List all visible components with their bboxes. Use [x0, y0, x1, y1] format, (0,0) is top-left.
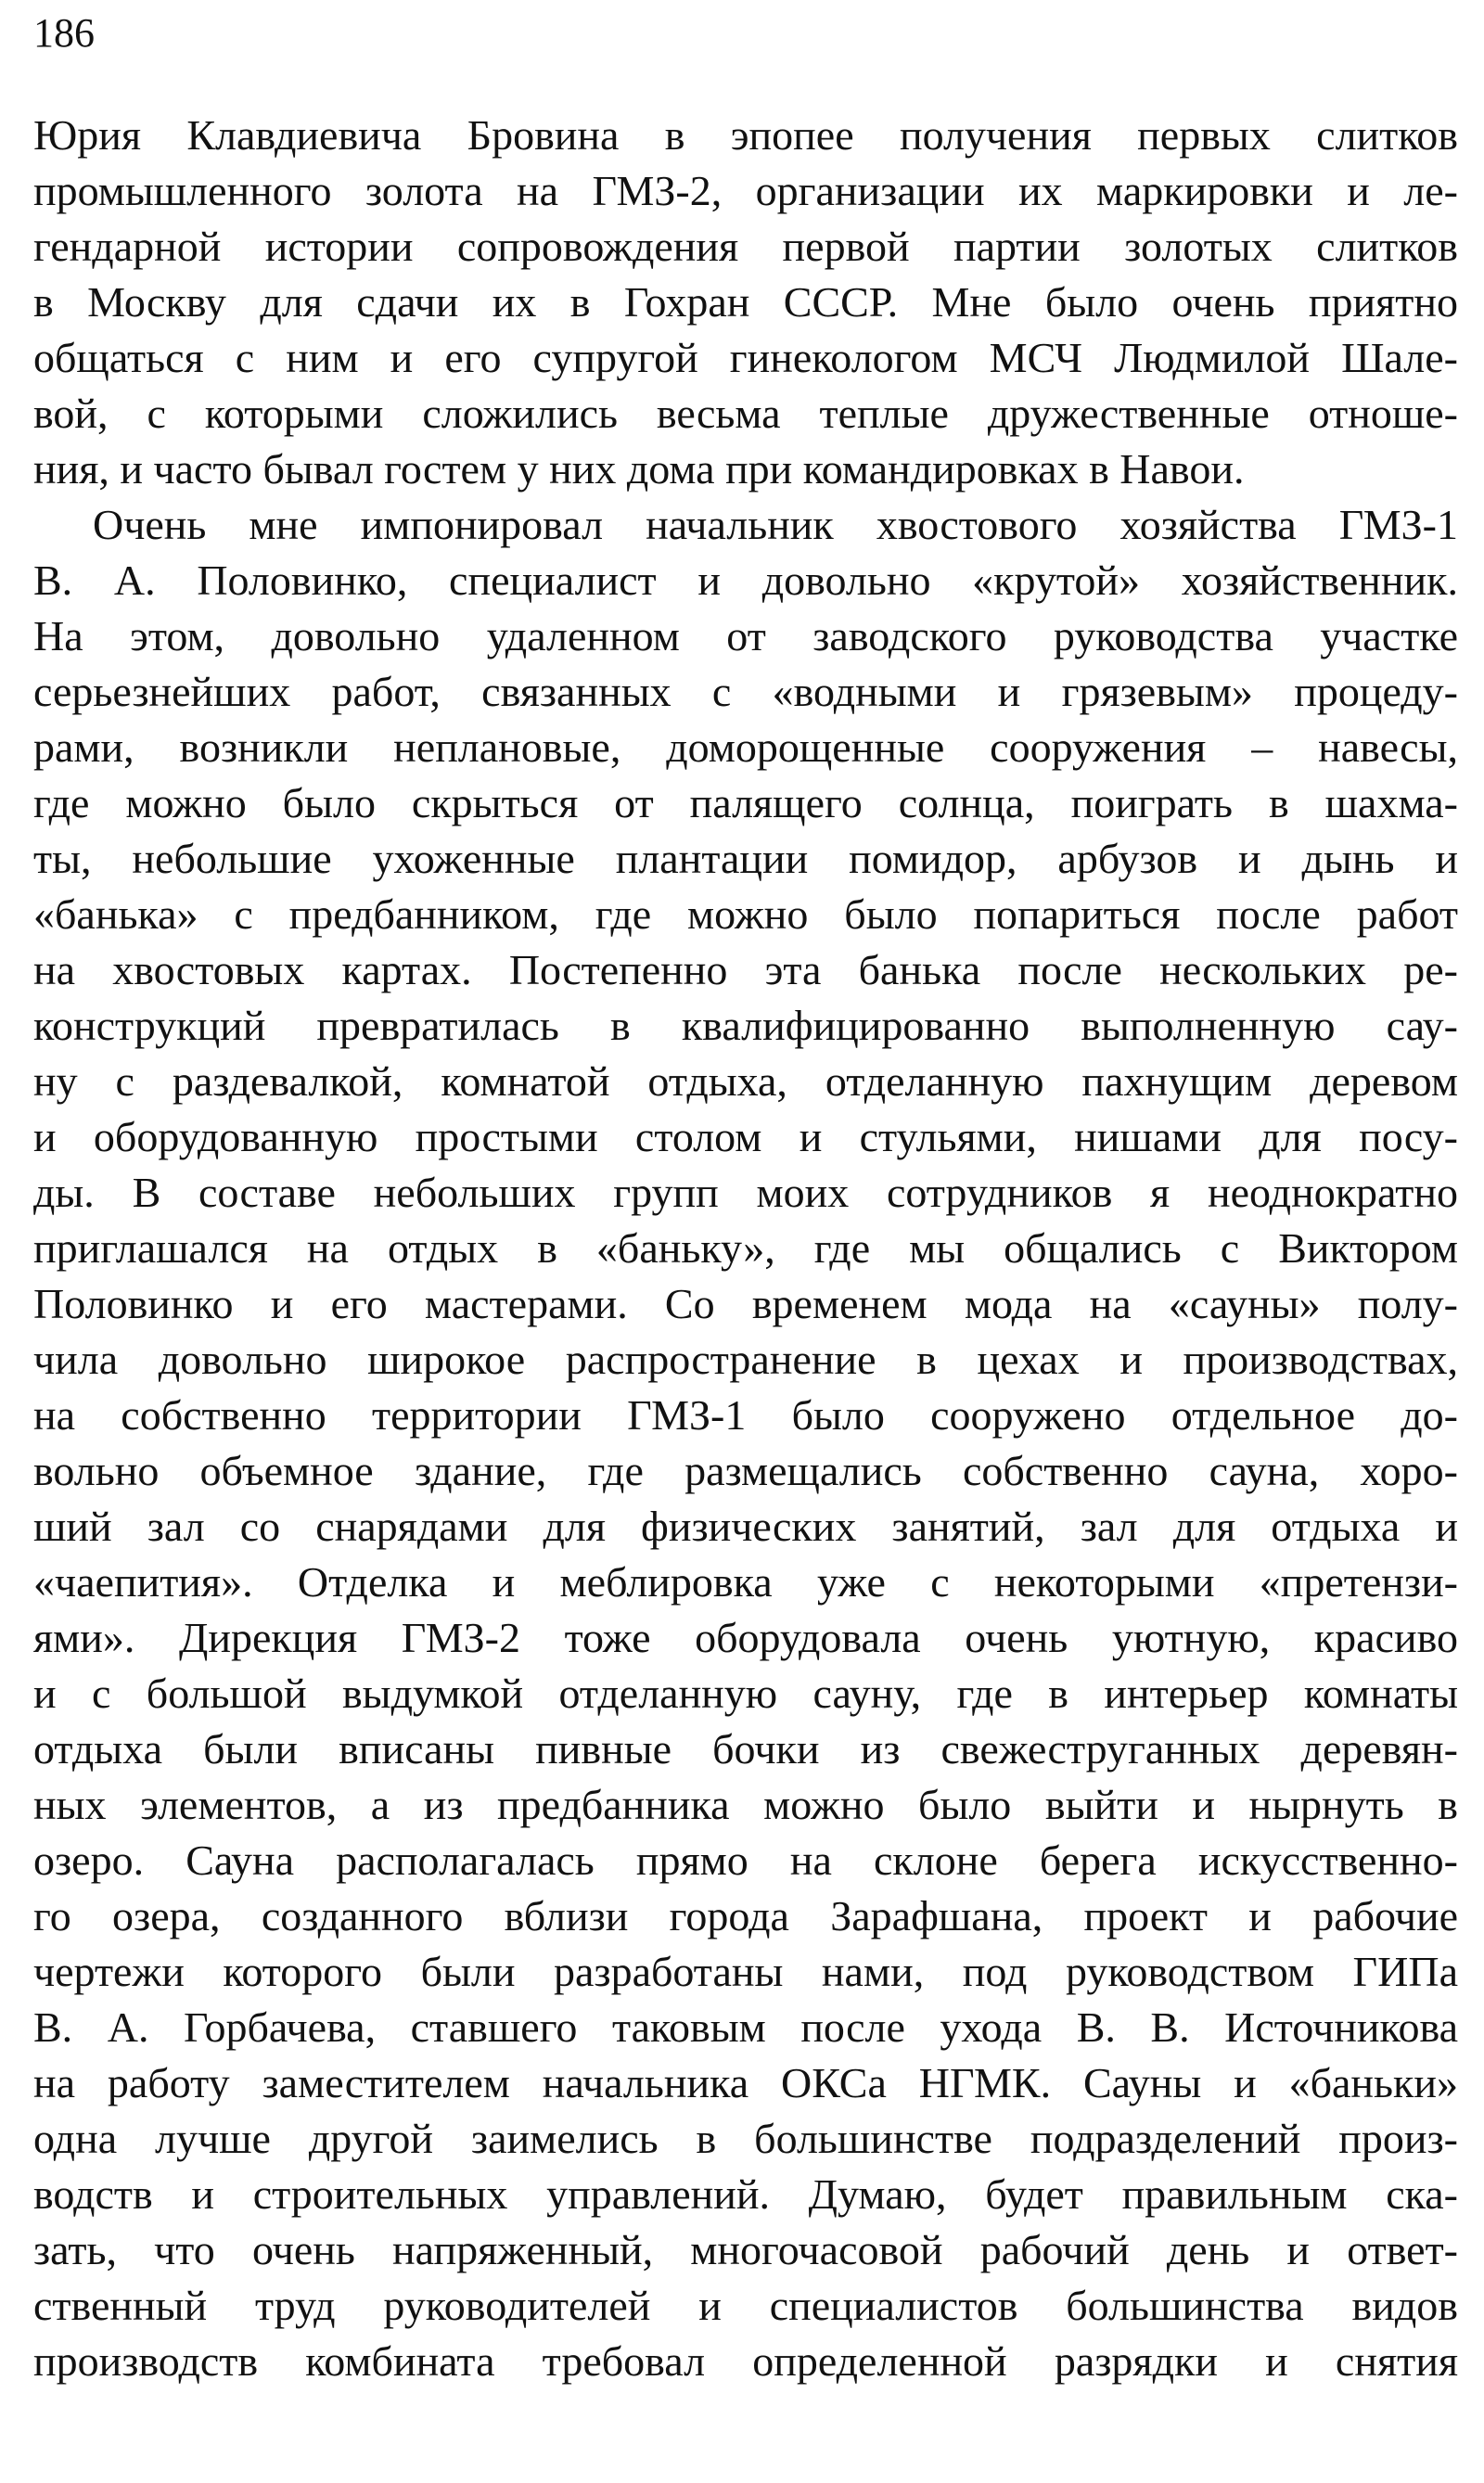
text-line: рами, возникли неплановые, доморощенные сооружения – навесы,	[33, 723, 1458, 771]
text-line: конструкций превратилась в квалифицированно выполненную сау-	[33, 1002, 1458, 1049]
text-line: Половинко и его мастерами. Со временем мода на «сауны» полу-	[33, 1280, 1458, 1327]
text-line: го озера, созданного вблизи города Зарафшана, проект и рабочие	[33, 1892, 1458, 1939]
text-line: В. А. Половинко, специалист и довольно «крутой» хозяйственник.	[33, 557, 1458, 604]
text-line: на работу заместителем начальника ОКСа НГМК. Сауны и «баньки»	[33, 2059, 1458, 2106]
text-line: озеро. Сауна располагалась прямо на склоне берега искусственно-	[33, 1837, 1458, 1884]
body-text	[33, 108, 1458, 2389]
text-line: производств комбината требовал определенной разрядки и снятия	[33, 2337, 1458, 2385]
text-line: промышленного золота на ГМЗ-2, организации их маркировки и ле-	[33, 167, 1458, 214]
text-line: ну с раздевалкой, комнатой отдыха, отделанную пахнущим деревом	[33, 1057, 1458, 1105]
text-line: зать, что очень напряженный, многочасовой рабочий день и ответ-	[33, 2226, 1458, 2273]
text-line: на собственно территории ГМЗ-1 было сооружено отдельное до-	[33, 1391, 1458, 1439]
text-line: одна лучше другой заимелись в большинстве подразделений произ-	[33, 2115, 1458, 2162]
text-line: ды. В составе небольших групп моих сотрудников я неоднократно	[33, 1169, 1458, 1216]
text-line: «банька» с предбанником, где можно было попариться после работ	[33, 890, 1458, 938]
page-number: 186	[33, 10, 95, 56]
text-line: и с большой выдумкой отделанную сауну, где в интерьер комнаты	[33, 1670, 1458, 1717]
text-line: серьезнейших работ, связанных с «водными и грязевым» процеду-	[33, 668, 1458, 715]
text-line: общаться с ним и его супругой гинекологом МСЧ Людмилой Шале-	[33, 334, 1458, 381]
text-line: водств и строительных управлений. Думаю, будет правильным ска-	[33, 2170, 1458, 2218]
text-line: На этом, довольно удаленном от заводского руководства участке	[33, 612, 1458, 659]
text-line: вой, с которыми сложились весьма теплые дружественные отноше-	[33, 390, 1458, 437]
text-line: ния, и часто бывал гостем у них дома при командировках в Навои.	[33, 445, 1245, 493]
text-line: приглашался на отдых в «баньку», где мы общались с Виктором	[33, 1224, 1458, 1272]
text-line: чертежи которого были разработаны нами, под руководством ГИПа	[33, 1948, 1458, 1995]
text-line: чила довольно широкое распространение в цехах и производствах,	[33, 1336, 1458, 1383]
text-line: гендарной истории сопровождения первой партии золотых слитков	[33, 223, 1458, 270]
text-line: отдыха были вписаны пивные бочки из свежеструганных деревян-	[33, 1725, 1458, 1773]
text-line: на хвостовых картах. Постепенно эта банька после нескольких ре-	[33, 946, 1458, 993]
text-line: ты, небольшие ухоженные плантации помидор, арбузов и дынь и	[33, 835, 1458, 882]
text-line: и оборудованную простыми столом и стульями, нишами для посу-	[33, 1113, 1458, 1160]
text-line: Очень мне импонировал начальник хвостового хозяйства ГМЗ-1	[93, 501, 1458, 548]
text-line: В. А. Горбачева, ставшего таковым после ухода В. В. Источникова	[33, 2003, 1458, 2051]
text-line: ных элементов, а из предбанника можно было выйти и нырнуть в	[33, 1781, 1458, 1828]
paragraph-2	[33, 497, 1458, 2389]
text-line: где можно было скрыться от палящего солнца, поиграть в шахма-	[33, 779, 1458, 826]
text-line: ями». Дирекция ГМЗ-2 тоже оборудовала очень уютную, красиво	[33, 1614, 1458, 1661]
paragraph-1	[33, 108, 1458, 497]
text-line: вольно объемное здание, где размещались собственно сауна, хоро-	[33, 1447, 1458, 1494]
text-line: «чаепития». Отделка и меблировка уже с некоторыми «претензи-	[33, 1558, 1458, 1606]
text-line: ший зал со снарядами для физических занятий, зал для отдыха и	[33, 1503, 1458, 1550]
text-line: Юрия Клавдиевича Бровина в эпопее получения первых слитков	[33, 111, 1458, 159]
text-line: ственный труд руководителей и специалистов большинства видов	[33, 2282, 1458, 2329]
text-line: в Москву для сдачи их в Гохран СССР. Мне было очень приятно	[33, 278, 1458, 326]
